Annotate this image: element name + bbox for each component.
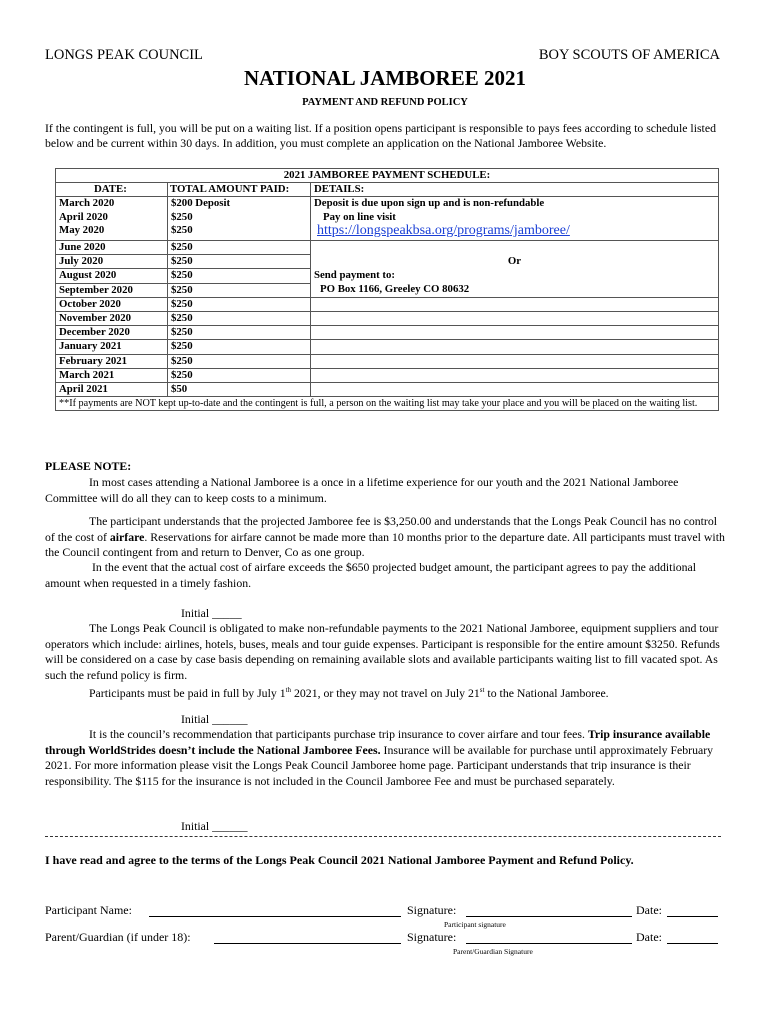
organization-name: BOY SCOUTS OF AMERICA: [538, 47, 720, 63]
agreement-statement: I have read and agree to the terms of the Longs Peak Council 2021 National Jamboree Payment and Refund Policy.: [45, 853, 634, 867]
schedule-amount: $250: [168, 255, 311, 269]
schedule-amount: $250: [168, 368, 311, 382]
jamboree-website-link[interactable]: https://longspeakbsa.org/programs/jamboree/: [317, 222, 570, 238]
initial-line-3[interactable]: Initial ______: [181, 819, 248, 833]
participant-signature-field[interactable]: [466, 916, 632, 917]
or-note: Or: [311, 255, 719, 269]
schedule-amount: $250: [168, 224, 311, 241]
participant-signature-caption: Participant signature: [444, 920, 506, 929]
paragraph-airfare-overage: In the event that the actual cost of airfare exceeds the $650 projected budget amount, the participant agrees to pay the additional amount when requested in a timely fashion.: [45, 560, 697, 590]
payment-schedule-table: [55, 168, 719, 411]
column-header-amount: TOTAL AMOUNT PAID:: [168, 183, 311, 197]
page-title: NATIONAL JAMBOREE 2021: [244, 66, 526, 90]
guardian-signature-field[interactable]: [466, 943, 632, 944]
schedule-date: September 2020: [56, 283, 168, 297]
council-name: LONGS PEAK COUNCIL: [45, 47, 203, 63]
column-header-date: DATE:: [56, 183, 168, 197]
send-payment-note: Send payment to:: [311, 269, 719, 283]
schedule-amount: $250: [168, 354, 311, 368]
paragraph-lifetime-experience: In most cases attending a National Jamboree is a once in a lifetime experience for our youth and the 2021 National Jamboree Committee will do all they can to keep costs to a minimum.: [45, 475, 679, 505]
guardian-name-field[interactable]: [214, 943, 401, 944]
participant-signature-label: Signature:: [407, 903, 457, 917]
schedule-amount: $50: [168, 383, 311, 397]
schedule-amount: $250: [168, 269, 311, 283]
paragraph-trip-insurance: It is the council’s recommendation that participants purchase trip insurance to cover airfare and tour fees. Trip insurance available through WorldStrides doesn’t include the National Jamboree Fees. Insurance will be available for purchase until approximately February 2021. For more information please visit the Longs Peak Council Jamboree home page. Participant understands that trip insurance is their responsibility. The $115 for the insurance is not included in the Council Jamboree Fee and must be purchased separately.: [45, 727, 714, 788]
deposit-note: Deposit is due upon sign up and is non-refundable: [311, 197, 719, 211]
guardian-signature-caption: Parent/Guardian Signature: [453, 947, 533, 956]
initial-line-1[interactable]: Initial _____: [181, 606, 242, 620]
schedule-amount: $250: [168, 297, 311, 311]
guardian-date-label: Date:: [636, 930, 662, 944]
participant-date-label: Date:: [636, 903, 662, 917]
guardian-signature-label: Signature:: [407, 930, 457, 944]
pay-online-note: Pay on line visit: [311, 211, 719, 224]
schedule-amount: $250: [168, 340, 311, 354]
guardian-date-field[interactable]: [667, 943, 718, 944]
schedule-date: July 2020: [56, 255, 168, 269]
paragraph-airfare: The participant understands that the projected Jamboree fee is $3,250.00 and understands that the Longs Peak Council has no control of the cost of airfare. Reservations for airfare cannot be made more than 10 months prior to the departure date. All participants must travel with the Council contingent from and return to Denver, Co as one group.: [45, 514, 725, 560]
guardian-name-label: Parent/Guardian (if under 18):: [45, 930, 191, 944]
participant-date-field[interactable]: [667, 916, 718, 917]
schedule-date: June 2020: [56, 241, 168, 255]
paragraph-paid-in-full: Participants must be paid in full by July 1th 2021, or they may not travel on July 21st to the National Jamboree.: [89, 685, 609, 700]
schedule-date: May 2020: [56, 224, 168, 241]
schedule-amount: $250: [168, 326, 311, 340]
schedule-date: February 2021: [56, 354, 168, 368]
schedule-date: April 2020: [56, 211, 168, 224]
participant-name-field[interactable]: [149, 916, 401, 917]
intro-paragraph: If the contingent is full, you will be put on a waiting list. If a position opens participant is responsible to pays fees according to schedule listed below and be current within 30 days. In addition, you must complete an application on the National Jamboree Website.: [45, 121, 716, 150]
initial-line-2[interactable]: Initial ______: [181, 712, 248, 726]
paragraph-refunds: The Longs Peak Council is obligated to make non-refundable payments to the 2021 National Jamboree, equipment suppliers and tour operators which include: airlines, hotels, buses, meals and tour guide expenses. Participant is responsible for the entire amount $3250. Refunds will be considered on a case by case basis depending on remaining available slots and available participants waiting list to fill vacated spot. As such the refund policy is firm.: [45, 621, 720, 682]
schedule-date: January 2021: [56, 340, 168, 354]
schedule-amount: $250: [168, 241, 311, 255]
schedule-date: November 2020: [56, 312, 168, 326]
schedule-amount: $250: [168, 283, 311, 297]
schedule-amount: $250: [168, 312, 311, 326]
schedule-caption: 2021 JAMBOREE PAYMENT SCHEDULE:: [56, 169, 719, 183]
participant-name-label: Participant Name:: [45, 903, 132, 917]
dashed-divider: [45, 836, 721, 837]
schedule-date: March 2020: [56, 197, 168, 211]
mailing-address: PO Box 1166, Greeley CO 80632: [311, 283, 719, 297]
schedule-date: April 2021: [56, 383, 168, 397]
schedule-amount: $250: [168, 211, 311, 224]
schedule-date: August 2020: [56, 269, 168, 283]
schedule-amount: $200 Deposit: [168, 197, 311, 211]
column-header-details: DETAILS:: [311, 183, 719, 197]
schedule-date: December 2020: [56, 326, 168, 340]
schedule-date: October 2020: [56, 297, 168, 311]
please-note-heading: PLEASE NOTE:: [45, 459, 132, 473]
page-subtitle: PAYMENT AND REFUND POLICY: [302, 97, 468, 108]
schedule-date: March 2021: [56, 368, 168, 382]
waiting-list-note: **If payments are NOT kept up-to-date and the contingent is full, a person on the waiting list may take your place and you will be placed on the waiting list.: [56, 397, 719, 411]
